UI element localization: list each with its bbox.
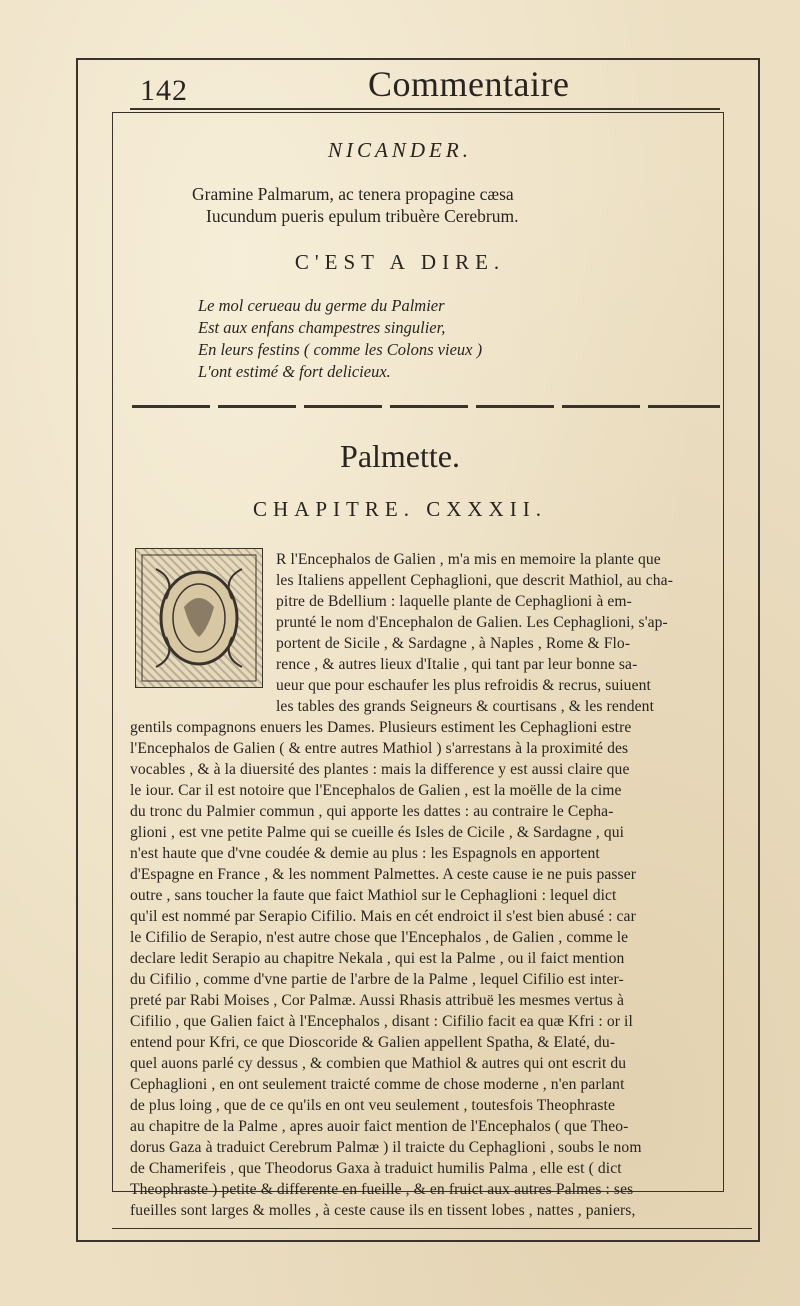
ornamental-initial-icon <box>135 548 263 688</box>
body-line: les Italiens appellent Cephaglioni, que descrit Mathiol, au cha- <box>276 572 673 589</box>
body-line: l'Encephalos de Galien ( & entre autres Mathiol ) s'arrestans à la proximité des <box>130 740 629 757</box>
body-line: pitre de Bdellium : laquelle plante de Cephaglioni à em- <box>276 593 632 610</box>
body-line: n'est haute que d'vne coudée & demie au plus : les Espagnols en apportent <box>130 845 600 862</box>
body-line: vocables , & à la diuersité des plantes : mais la difference y est aussi claire que <box>130 761 630 778</box>
body-line: du tronc du Palmier commun , qui apporte les dattes : au contraire le Cepha- <box>130 803 614 820</box>
running-title: Commentaire <box>368 64 570 104</box>
latin-line-1: Gramine Palmarum, ac tenera propagine cæsa <box>192 184 514 204</box>
body-line: rence , & autres lieux d'Italie , qui tant par leur bonne sa- <box>276 656 638 673</box>
body-line: R l'Encephalos de Galien , m'a mis en memoire la plante que <box>276 551 661 568</box>
body-line: Cephaglioni , en ont seulement traicté comme de chose moderne , n'en parlant <box>130 1076 625 1093</box>
french-line-4: L'ont estimé & fort delicieux. <box>198 362 391 381</box>
body-line: quel auons parlé cy dessus , & combien que Mathiol & autres qui ont escrit du <box>130 1055 627 1072</box>
body-line: les tables des grands Seigneurs & courtisans , & les rendent <box>276 698 655 715</box>
body-line: du Cifilio , comme d'vne partie de l'arbre de la Palme , lequel Cifilio est inter- <box>130 971 624 988</box>
body-line: Cifilio , que Galien faict à l'Encephalos , disant : Cifilio facit ea quæ Kfri : or il <box>130 1013 633 1030</box>
translation-heading: C'EST A DIRE. <box>294 250 506 274</box>
poem-author: NICANDER. <box>328 138 472 162</box>
body-line: portent de Sicile , & Sardagne , à Naples , Rome & Flo- <box>276 635 631 652</box>
body-line: gentils compagnons enuers les Dames. Plusieurs estiment les Cephaglioni estre <box>130 719 632 736</box>
body-line: au chapitre de la Palme , apres auoir faict mention de l'Encephalos ( que Theo- <box>130 1118 629 1135</box>
body-line: ueur que pour eschaufer les plus refroidis & recrus, suiuent <box>276 677 651 694</box>
bottom-rule <box>112 1228 752 1229</box>
body-line: prunté le nom d'Encephalon de Galien. Les Cephaglioni, s'ap- <box>276 614 668 631</box>
body-line: dorus Gaza à traduict Cerebrum Palmæ ) il traicte du Cephaglioni , soubs le nom <box>130 1139 642 1156</box>
section-title: Palmette. <box>340 438 460 474</box>
body-line: preté par Rabi Moises , Cor Palmæ. Aussi Rhasis attribuë les mesmes vertus à <box>130 992 624 1009</box>
body-line: fueilles sont larges & molles , à ceste cause ils en tissent lobes , nattes , paniers, <box>130 1202 636 1219</box>
header-rule <box>130 108 720 110</box>
body-line: declare ledit Serapio au chapitre Nekala , qui est la Palme , ou il faict mention <box>130 950 625 967</box>
page-number: 142 <box>140 74 188 107</box>
body-line: d'Espagne en France , & les nomment Palmettes. A ceste cause ie ne puis passer <box>130 866 637 883</box>
body-line: de Chamerifeis , que Theodorus Gaxa à traduict humilis Palma , elle est ( dict <box>130 1160 622 1177</box>
french-line-2: Est aux enfans champestres singulier, <box>198 318 446 337</box>
body-line: le Cifilio de Serapio, n'est autre chose que l'Encephalos , de Galien , comme le <box>130 929 629 946</box>
french-line-1: Le mol cerueau du germe du Palmier <box>198 296 445 315</box>
body-line: entend pour Kfri, ce que Dioscoride & Galien appellent Spatha, & Elaté, du- <box>130 1034 616 1051</box>
body-line: le iour. Car il est notoire que l'Encephalos de Galien , est la moëlle de la cime <box>130 782 622 799</box>
body-line: glioni , est vne petite Palme qui se cueille és Isles de Cicile , & Sardagne , qui <box>130 824 625 841</box>
body-line: Theophraste ) petite & differente en fueille , & en fruict aux autres Palmes : ses <box>130 1181 634 1198</box>
body-line: outre , sans toucher la faute que faict Mathiol sur le Cephaglioni : lequel dict <box>130 887 617 904</box>
latin-line-2: Iucundum pueris epulum tribuère Cerebrum. <box>206 206 519 226</box>
chapter-heading: CHAPITRE. CXXXII. <box>253 497 547 521</box>
french-line-3: En leurs festins ( comme les Colons vieux ) <box>198 340 483 359</box>
body-line: qu'il est nommé par Serapio Cifilio. Mais en cét endroict il s'est bien abusé : car <box>130 908 636 925</box>
body-line: de plus loing , que de ce qu'ils en ont veu seulement , toutesfois Theophraste <box>130 1097 615 1114</box>
section-divider <box>132 405 720 408</box>
